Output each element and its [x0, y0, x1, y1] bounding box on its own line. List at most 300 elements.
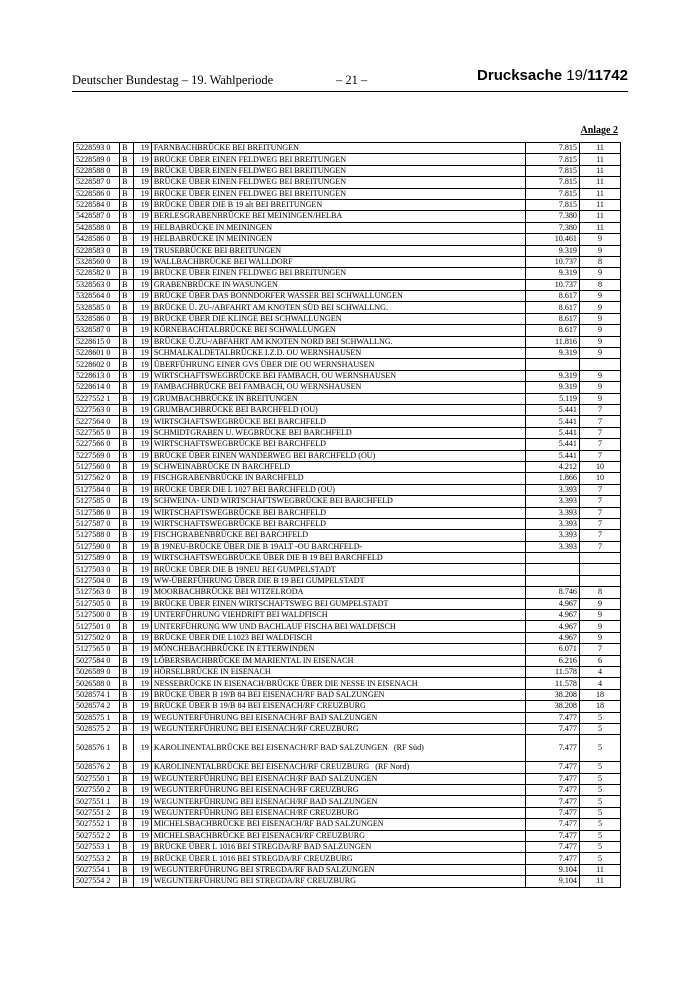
cell-road-number: 19 [134, 268, 151, 279]
table-row [74, 348, 621, 359]
cell-id: 5127588 0 [74, 530, 120, 541]
cell-value: 5.441 [525, 439, 579, 450]
table-row [74, 807, 621, 818]
cell-value [525, 564, 579, 575]
cell-road-number: 19 [134, 325, 151, 336]
cell-road-number: 19 [134, 393, 151, 404]
cell-id: 5127562 0 [74, 473, 120, 484]
table-row [74, 819, 621, 830]
table-row [74, 336, 621, 347]
cell-count: 11 [579, 222, 620, 233]
cell-count: 9 [579, 325, 620, 336]
cell-name: WIRTSCHAFTSWEGBRÜCKE BEI BARCHFELD [151, 416, 525, 427]
cell-count: 9 [579, 621, 620, 632]
cell-category: B [120, 416, 134, 427]
cell-count: 5 [579, 785, 620, 796]
cell-road-number: 19 [134, 853, 151, 864]
table-row [74, 188, 621, 199]
cell-value: 7.380 [525, 211, 579, 222]
cell-id: 5428588 0 [74, 222, 120, 233]
cell-count: 11 [579, 188, 620, 199]
cell-count: 7 [579, 439, 620, 450]
cell-value: 7.380 [525, 222, 579, 233]
cell-name-note: (RF Süd) [393, 743, 424, 753]
table-row [74, 439, 621, 450]
table-row [74, 234, 621, 245]
cell-road-number: 19 [134, 587, 151, 598]
cell-road-number: 19 [134, 416, 151, 427]
table-row [74, 143, 621, 154]
table-row [74, 587, 621, 598]
cell-name: WEGUNTERFÜHRUNG BEI EISENACH/RF CREUZBURG [151, 723, 525, 734]
cell-value: 9.319 [525, 348, 579, 359]
cell-count: 7 [579, 416, 620, 427]
table-row [74, 723, 621, 734]
cell-category: B [120, 530, 134, 541]
cell-value: 6.216 [525, 655, 579, 666]
cell-id: 5027553 1 [74, 842, 120, 853]
cell-value: 7.477 [525, 712, 579, 723]
cell-category: B [120, 234, 134, 245]
cell-count: 18 [579, 689, 620, 700]
cell-id: 5328563 0 [74, 279, 120, 290]
table-row [74, 644, 621, 655]
cell-id: 5127503 0 [74, 564, 120, 575]
cell-name: UNTERFÜHRUNG VIEHDRIFT BEI WALDFISCH [151, 610, 525, 621]
cell-category: B [120, 564, 134, 575]
cell-count: 9 [579, 302, 620, 313]
cell-name: BRÜCKE ÜBER EINEN FELDWEG BEI BREITUNGEN [151, 165, 525, 176]
cell-value: 7.477 [525, 773, 579, 784]
cell-count: 9 [579, 370, 620, 381]
cell-count: 5 [579, 796, 620, 807]
cell-count: 7 [579, 530, 620, 541]
cell-road-number: 19 [134, 165, 151, 176]
table-row [74, 541, 621, 552]
document-number [477, 67, 628, 84]
table-row [74, 735, 621, 762]
cell-road-number: 19 [134, 541, 151, 552]
cell-road-number: 19 [134, 644, 151, 655]
cell-category: B [120, 876, 134, 887]
cell-value: 7.815 [525, 177, 579, 188]
cell-road-number: 19 [134, 313, 151, 324]
annex-label: Anlage 2 [580, 125, 618, 136]
cell-name: SCHWEINA- UND WIRTSCHAFTSWEGBRÜCKE BEI BARCHFELD [151, 496, 525, 507]
cell-count: 11 [579, 154, 620, 165]
cell-count: 5 [579, 735, 620, 762]
cell-count: 11 [579, 143, 620, 154]
cell-category: B [120, 632, 134, 643]
cell-count: 11 [579, 211, 620, 222]
cell-category: B [120, 644, 134, 655]
table-row [74, 211, 621, 222]
cell-name [151, 762, 525, 773]
cell-count: 11 [579, 199, 620, 210]
table-row [74, 507, 621, 518]
cell-id: 5228587 0 [74, 177, 120, 188]
cell-road-number: 19 [134, 610, 151, 621]
cell-value: 3.393 [525, 496, 579, 507]
cell-name: BRÜCKE ÜBER B 19/B 84 BEI EISENACH/RF CREUZBURG [151, 701, 525, 712]
cell-value: 4.967 [525, 610, 579, 621]
cell-category: B [120, 785, 134, 796]
cell-id: 5227565 0 [74, 427, 120, 438]
cell-value: 3.393 [525, 541, 579, 552]
cell-name: BRÜCKE ÜBER DIE L 1027 BEI BARCHFELD (OU) [151, 484, 525, 495]
table-row [74, 313, 621, 324]
cell-category: B [120, 143, 134, 154]
cell-count: 7 [579, 496, 620, 507]
cell-road-number: 19 [134, 188, 151, 199]
cell-count: 8 [579, 587, 620, 598]
cell-name: GRABENBRÜCKE IN WASUNGEN [151, 279, 525, 290]
cell-value: 7.477 [525, 723, 579, 734]
cell-category: B [120, 598, 134, 609]
cell-count: 9 [579, 313, 620, 324]
cell-id: 5027554 2 [74, 876, 120, 887]
cell-road-number: 19 [134, 689, 151, 700]
cell-count: 9 [579, 632, 620, 643]
cell-id: 5328585 0 [74, 302, 120, 313]
table-row [74, 199, 621, 210]
cell-value: 5.441 [525, 416, 579, 427]
table-row [74, 598, 621, 609]
table-row [74, 785, 621, 796]
table-row [74, 279, 621, 290]
table-row [74, 496, 621, 507]
table-row [74, 165, 621, 176]
cell-value: 8.617 [525, 291, 579, 302]
cell-id: 5027552 1 [74, 819, 120, 830]
cell-road-number: 19 [134, 773, 151, 784]
table-row [74, 575, 621, 586]
cell-name: MOORBACHBRÜCKE BEI WITZELRODA [151, 587, 525, 598]
cell-value: 7.477 [525, 762, 579, 773]
cell-value: 10.461 [525, 234, 579, 245]
cell-road-number: 19 [134, 819, 151, 830]
cell-count: 7 [579, 507, 620, 518]
cell-id: 5028574 2 [74, 701, 120, 712]
cell-name: BRÜCKE ÜBER EINEN FELDWEG BEI BREITUNGEN [151, 268, 525, 279]
table-row [74, 484, 621, 495]
cell-id: 5026588 0 [74, 678, 120, 689]
cell-category: B [120, 165, 134, 176]
cell-count [579, 553, 620, 564]
table-row [74, 518, 621, 529]
cell-id: 5127590 0 [74, 541, 120, 552]
cell-name: HELBABRÜCKE IN MEININGEN [151, 222, 525, 233]
cell-count: 5 [579, 723, 620, 734]
cell-count: 18 [579, 701, 620, 712]
cell-value: 7.477 [525, 853, 579, 864]
cell-value: 8.617 [525, 302, 579, 313]
cell-name: WEGUNTERFÜHRUNG BEI EISENACH/RF BAD SALZUNGEN [151, 712, 525, 723]
cell-id: 5127589 0 [74, 553, 120, 564]
cell-category: B [120, 762, 134, 773]
cell-count: 11 [579, 864, 620, 875]
cell-category: B [120, 666, 134, 677]
cell-road-number: 19 [134, 404, 151, 415]
cell-road-number: 19 [134, 245, 151, 256]
table-row [74, 610, 621, 621]
cell-category: B [120, 291, 134, 302]
cell-value: 8.617 [525, 313, 579, 324]
cell-id: 5027554 1 [74, 864, 120, 875]
cell-count: 9 [579, 268, 620, 279]
cell-value: 7.477 [525, 819, 579, 830]
cell-value: 9.319 [525, 370, 579, 381]
cell-value: 38.208 [525, 689, 579, 700]
cell-id: 5228602 0 [74, 359, 120, 370]
cell-id: 5026589 0 [74, 666, 120, 677]
cell-count: 4 [579, 666, 620, 677]
cell-value: 5.119 [525, 393, 579, 404]
cell-name: BRÜCKE ÜBER EINEN FELDWEG BEI BREITUNGEN [151, 154, 525, 165]
cell-name: BRÜCKE ÜBER DIE KLINGE BEI SCHWALLUNGEN [151, 313, 525, 324]
cell-name: FARNBACHBRÜCKE BEI BREITUNGEN [151, 143, 525, 154]
cell-name: WEGUNTERFÜHRUNG BEI STREGDA/RF BAD SALZUNGEN [151, 864, 525, 875]
cell-id: 5428586 0 [74, 234, 120, 245]
cell-category: B [120, 678, 134, 689]
cell-category: B [120, 864, 134, 875]
table-row [74, 268, 621, 279]
cell-category: B [120, 712, 134, 723]
table-row [74, 393, 621, 404]
cell-category: B [120, 348, 134, 359]
cell-value: 7.477 [525, 807, 579, 818]
cell-road-number: 19 [134, 291, 151, 302]
page-number: – 21 – [336, 73, 368, 87]
cell-road-number: 19 [134, 518, 151, 529]
cell-category: B [120, 796, 134, 807]
cell-value: 9.319 [525, 268, 579, 279]
table-row [74, 154, 621, 165]
cell-count: 10 [579, 461, 620, 472]
cell-category: B [120, 427, 134, 438]
cell-value: 4.967 [525, 632, 579, 643]
cell-category: B [120, 382, 134, 393]
header-rule [72, 91, 628, 92]
cell-count: 9 [579, 393, 620, 404]
cell-name: KÖRNEBACHTALBRÜCKE BEI SCHWALLUNGEN [151, 325, 525, 336]
cell-name: ÜBERFÜHRUNG EINER GVS ÜBER DIE OU WERNSHAUSEN [151, 359, 525, 370]
cell-category: B [120, 830, 134, 841]
cell-road-number: 19 [134, 723, 151, 734]
cell-value: 10.737 [525, 279, 579, 290]
bridge-table-body [74, 143, 621, 888]
cell-road-number: 19 [134, 530, 151, 541]
cell-count: 5 [579, 842, 620, 853]
table-row [74, 655, 621, 666]
cell-id: 5027550 1 [74, 773, 120, 784]
cell-value: 9.104 [525, 876, 579, 887]
cell-value: 3.393 [525, 530, 579, 541]
table-row [74, 370, 621, 381]
cell-value: 3.393 [525, 484, 579, 495]
table-row [74, 473, 621, 484]
cell-name: LÖBERSBACHBRÜCKE IM MARIENTAL IN EISENACH [151, 655, 525, 666]
cell-category: B [120, 211, 134, 222]
cell-road-number: 19 [134, 842, 151, 853]
cell-name: BRÜCKE ÜBER EINEN WANDERWEG BEI BARCHFELD (OU) [151, 450, 525, 461]
cell-value [525, 553, 579, 564]
cell-category: B [120, 177, 134, 188]
cell-road-number: 19 [134, 143, 151, 154]
cell-name: FISCHGRABENBRÜCKE BEI BARCHFELD [151, 530, 525, 541]
cell-id: 5028575 1 [74, 712, 120, 723]
cell-id: 5328586 0 [74, 313, 120, 324]
cell-count: 9 [579, 598, 620, 609]
cell-road-number: 19 [134, 564, 151, 575]
cell-value: 11.578 [525, 666, 579, 677]
cell-name: HELBABRÜCKE IN MEININGEN [151, 234, 525, 245]
cell-name: WEGUNTERFÜHRUNG BEI EISENACH/RF BAD SALZUNGEN [151, 773, 525, 784]
cell-category: B [120, 404, 134, 415]
cell-name: MÖNCHEBACHBRÜCKE IN ETTERWINDEN [151, 644, 525, 655]
cell-value: 4.967 [525, 598, 579, 609]
cell-category: B [120, 439, 134, 450]
cell-count: 7 [579, 404, 620, 415]
cell-name: WW-ÜBERFÜHRUNG ÜBER DIE B 19 BEI GUMPELSTADT [151, 575, 525, 586]
cell-name [151, 735, 525, 762]
table-row [74, 382, 621, 393]
table-row [74, 678, 621, 689]
cell-name: BRÜCKE ÜBER DIE B 19 alt BEI BREITUNGEN [151, 199, 525, 210]
cell-category: B [120, 199, 134, 210]
table-row [74, 553, 621, 564]
cell-road-number: 19 [134, 796, 151, 807]
cell-category: B [120, 842, 134, 853]
cell-count: 9 [579, 291, 620, 302]
cell-road-number: 19 [134, 450, 151, 461]
cell-value: 7.815 [525, 199, 579, 210]
cell-id: 5027551 1 [74, 796, 120, 807]
cell-id: 5127504 0 [74, 575, 120, 586]
cell-value: 7.477 [525, 785, 579, 796]
cell-id: 5127587 0 [74, 518, 120, 529]
cell-category: B [120, 575, 134, 586]
cell-road-number: 19 [134, 256, 151, 267]
cell-count: 9 [579, 382, 620, 393]
cell-category: B [120, 484, 134, 495]
table-row [74, 864, 621, 875]
cell-count: 5 [579, 712, 620, 723]
cell-road-number: 19 [134, 553, 151, 564]
cell-name: BRÜCKE ÜBER L 1016 BEI STREGDA/RF CREUZBURG [151, 853, 525, 864]
cell-count: 11 [579, 177, 620, 188]
cell-road-number: 19 [134, 473, 151, 484]
cell-name: SCHMALKALDETALBRÜCKE I.Z.D. OU WERNSHAUSEN [151, 348, 525, 359]
cell-id: 5328587 0 [74, 325, 120, 336]
cell-value: 5.441 [525, 427, 579, 438]
cell-count: 7 [579, 484, 620, 495]
cell-id: 5127584 0 [74, 484, 120, 495]
cell-value: 8.617 [525, 325, 579, 336]
cell-road-number: 19 [134, 712, 151, 723]
cell-name: BRÜCKE ÜBER DIE B 19NEU BEI GUMPELSTADT [151, 564, 525, 575]
cell-id: 5028574 1 [74, 689, 120, 700]
cell-id: 5027553 2 [74, 853, 120, 864]
cell-category: B [120, 313, 134, 324]
cell-name: WIRTSCHAFTSWEGBRÜCKE BEI BARCHFELD [151, 507, 525, 518]
table-row [74, 427, 621, 438]
cell-category: B [120, 279, 134, 290]
table-row [74, 842, 621, 853]
cell-value: 11.578 [525, 678, 579, 689]
cell-road-number: 19 [134, 427, 151, 438]
cell-count: 5 [579, 773, 620, 784]
cell-count: 9 [579, 234, 620, 245]
cell-count: 5 [579, 830, 620, 841]
cell-count: 7 [579, 518, 620, 529]
cell-name-note: (RF Nord) [375, 762, 410, 772]
cell-category: B [120, 701, 134, 712]
cell-value: 4.212 [525, 461, 579, 472]
cell-id: 5127500 0 [74, 610, 120, 621]
cell-category: B [120, 450, 134, 461]
cell-value: 7.815 [525, 188, 579, 199]
table-row [74, 325, 621, 336]
cell-road-number: 19 [134, 496, 151, 507]
cell-road-number: 19 [134, 666, 151, 677]
cell-road-number: 19 [134, 177, 151, 188]
cell-id: 5127560 0 [74, 461, 120, 472]
cell-id: 5127505 0 [74, 598, 120, 609]
table-row [74, 621, 621, 632]
cell-count: 5 [579, 853, 620, 864]
table-row [74, 796, 621, 807]
cell-category: B [120, 268, 134, 279]
cell-road-number: 19 [134, 864, 151, 875]
table-row [74, 530, 621, 541]
table-row [74, 762, 621, 773]
cell-category: B [120, 222, 134, 233]
cell-id: 5027584 0 [74, 655, 120, 666]
cell-category: B [120, 245, 134, 256]
cell-count: 5 [579, 807, 620, 818]
cell-count: 10 [579, 473, 620, 484]
cell-road-number: 19 [134, 484, 151, 495]
cell-value: 9.319 [525, 245, 579, 256]
cell-category: B [120, 819, 134, 830]
table-row [74, 359, 621, 370]
cell-category: B [120, 689, 134, 700]
cell-name: BRÜCKE ÜBER EINEN FELDWEG BEI BREITUNGEN [151, 177, 525, 188]
cell-count: 8 [579, 256, 620, 267]
cell-category: B [120, 541, 134, 552]
cell-count: 9 [579, 348, 620, 359]
cell-id: 5228615 0 [74, 336, 120, 347]
cell-name: WIRTSCHAFTSWEGBRÜCKE BEI BARCHFELD [151, 518, 525, 529]
table-row [74, 632, 621, 643]
cell-count [579, 359, 620, 370]
cell-value: 7.477 [525, 830, 579, 841]
cell-road-number: 19 [134, 279, 151, 290]
cell-id: 5028576 2 [74, 762, 120, 773]
cell-id: 5428587 0 [74, 211, 120, 222]
cell-road-number: 19 [134, 234, 151, 245]
cell-id: 5127563 0 [74, 587, 120, 598]
cell-category: B [120, 853, 134, 864]
cell-name: WIRTSCHAFTSWEGBRÜCKE BEI FAMBACH, OU WERNSHAUSEN [151, 370, 525, 381]
cell-road-number: 19 [134, 632, 151, 643]
document-label: Drucksache [477, 67, 567, 84]
cell-value: 7.477 [525, 735, 579, 762]
cell-id: 5227566 0 [74, 439, 120, 450]
cell-category: B [120, 553, 134, 564]
cell-count: 9 [579, 245, 620, 256]
